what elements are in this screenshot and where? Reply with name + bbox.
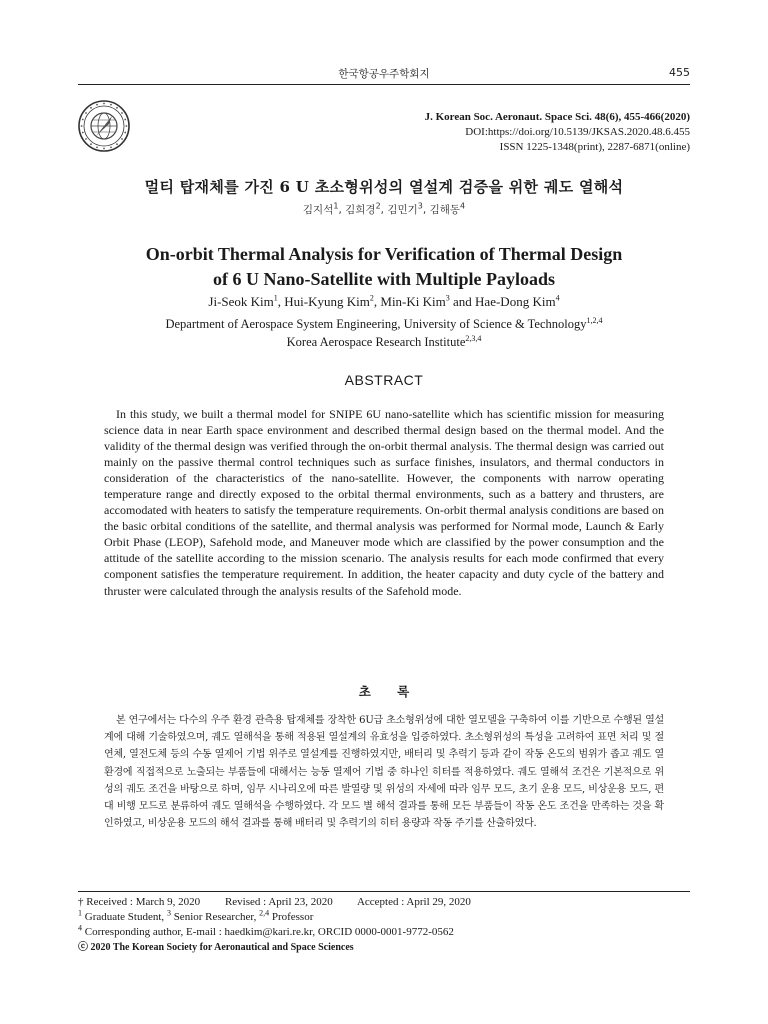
korean-abstract-heading: 초 록: [358, 684, 410, 699]
footnote-corresponding: [78, 925, 690, 940]
affiliations: [78, 315, 690, 351]
copyright-line: [78, 940, 690, 955]
received-date: Received : March 9, 2020: [86, 896, 201, 908]
journal-name: 한국항공우주학회지: [338, 68, 430, 80]
footnote-mark: 3: [166, 908, 171, 918]
author-mark: 3: [417, 201, 423, 211]
author-mark: 1: [333, 201, 339, 211]
revised-date: Revised : April 23, 2020: [224, 896, 333, 908]
footnotes: [78, 891, 690, 955]
author-mark: 2: [369, 293, 374, 303]
author-name: Hui-Kyung Kim: [284, 294, 370, 309]
author-name: Hae-Dong Kim: [475, 294, 556, 309]
running-head: [78, 66, 690, 85]
footnote-roles: [78, 910, 690, 925]
title-english: [78, 242, 690, 292]
affiliation-mark: 1,2,4: [586, 315, 603, 325]
role-text: Senior Researcher,: [173, 911, 257, 923]
title-line: of 6 U Nano-Satellite with Multiple Payloads: [213, 269, 555, 289]
author-name: Ji-Seok Kim: [208, 294, 274, 309]
copyright-text: 2020 The Korean Society for Aeronautical and Space Sciences: [90, 942, 354, 953]
author-name: 김해동: [429, 204, 460, 216]
abstract-body: In this study, we built a thermal model for SNIPE 6U nano-satellite which has scientific mission for measuring science data in near Earth space environment and described thermal design based on the thermal model. And the validity of the thermal design was verified through the on-orbit thermal analysis. The thermal design was carried out mainly on the passive thermal control techniques such as surface finishes, insulators, and thermal conductors in consideration of the characteristics of the nano-satellite. However, the components with narrow operating temperature range and directly exposed to the orbital thermal environments, such as a battery and thrusters, are accomodated with heaters to satisfy the temperature requirements. On-orbit thermal analysis conditions are based on the basic orbital conditions of the satellite, and thermal analysis was performed for Normal mode, Launch & Early Orbit Phase (LEOP), Safehold mode, and Maneuver mode which are classified by the power consumption and the attitude of the satellite according to the mission scenario. The analysis results for each mode confirmed that every component satisfies the temperature requirement. In addition, the heater capacity and duty cycle of the battery and thruster were calculated through the analysis results of the Safehold mode.: [104, 407, 664, 598]
authors-korean: 김지석$^1$, 김희경$^2$, 김민기$^3$, 김해동$^4$: [302, 201, 466, 216]
abstract-heading: ABSTRACT: [344, 372, 424, 388]
accepted-date: Accepted : April 29, 2020: [356, 896, 471, 908]
affiliation-text: Korea Aerospace Research Institute: [286, 335, 466, 349]
doi-link[interactable]: DOI:https://doi.org/10.5139/JKSAS.2020.48.6.455: [465, 126, 690, 138]
korean-abstract-body: 본 연구에서는 다수의 우주 환경 관측용 탑재체를 장착한 6U급 초소형위성에 대한 열모델을 구축하여 이를 기반으로 수행된 열설계에 대해 기술하였으며, 궤도 열해석을 통해 적용된 열설계의 유효성을 입증하였다. 초소형위성의 특성을 고려하여 표면 처리 및 절연체, 열전도체 등의 수동 열제어 기법 위주로 열설계를 진행하였지만, 배터리 및 추력기 등과 같이 작동 온도의 범위가 좁고 궤도 열환경에 직접적으로 노출되는 부품들에 대해서는 능동 열제어 기법 중 하나인 히터를 적용하였다. 궤도 열해석 조건은 기본적으로 위성의 궤도 조건을 바탕으로 하며, 임무 시나리오에 따른 발열량 및 위성의 자세에 따라 임무 모드, 초기 운용 모드, 비상운용 모드, 편대 비행 모드로 분류하여 궤도 열해석을 수행하였다. 각 모드 별 해석 결과를 통해 모든 부품들이 작동 온도 조건을 만족하는 것을 확인하였고, 비상운용 모드의 해석 결과를 통해 배터리 및 추력기의 히터 용량과 작동 주기를 산출하였다.: [104, 715, 664, 830]
affiliation-line: [78, 333, 690, 351]
author-name: 김민기: [387, 204, 418, 216]
corresponding-author: Corresponding author, E-mail : haedkim@kari.re.kr, ORCID 0000-0001-9772-0562: [84, 926, 454, 938]
author-mark: 4: [460, 201, 466, 211]
author-mark: 3: [445, 293, 450, 303]
author-name: Min-Ki Kim: [380, 294, 446, 309]
role-text: Graduate Student,: [84, 911, 165, 923]
footnote-mark: 1: [78, 908, 82, 918]
society-seal-icon: [78, 100, 130, 152]
author-mark: 1: [273, 293, 278, 303]
author-name: 김희경: [345, 204, 376, 216]
title-line: On-orbit Thermal Analysis for Verification of Thermal Design: [145, 244, 623, 264]
affiliation-line: [78, 315, 690, 333]
author-mark: 4: [555, 293, 560, 303]
journal-citation: J. Korean Soc. Aeronaut. Space Sci. 48(6), 455-466(2020): [424, 111, 690, 123]
affiliation-mark: 2,3,4: [465, 333, 482, 343]
footnote-mark: 2,4: [259, 908, 270, 918]
citation-block: [425, 110, 690, 155]
title-korean: 멀티 탑재체를 가진 6 U 초소형위성의 열설계 검증을 위한 궤도 열해석: [144, 178, 624, 196]
issn: ISSN 1225-1348(print), 2287-6871(online): [499, 141, 690, 153]
footnote-mark: 4: [78, 923, 82, 933]
page-number: 455: [669, 66, 690, 79]
copyright-icon: ⓒ: [78, 942, 88, 953]
dagger-mark: †: [78, 896, 84, 908]
authors-english: Ji-Seok Kim$^1$, Hui-Kyung Kim$^2$, Min-Ki Kim$^3$ and Hae-Dong Kim$^4$: [208, 293, 560, 309]
affiliation-text: Department of Aerospace System Engineering, University of Science & Technology: [165, 317, 587, 331]
author-mark: 2: [375, 201, 381, 211]
author-name: 김지석: [302, 204, 334, 216]
role-text: Professor: [271, 911, 314, 923]
